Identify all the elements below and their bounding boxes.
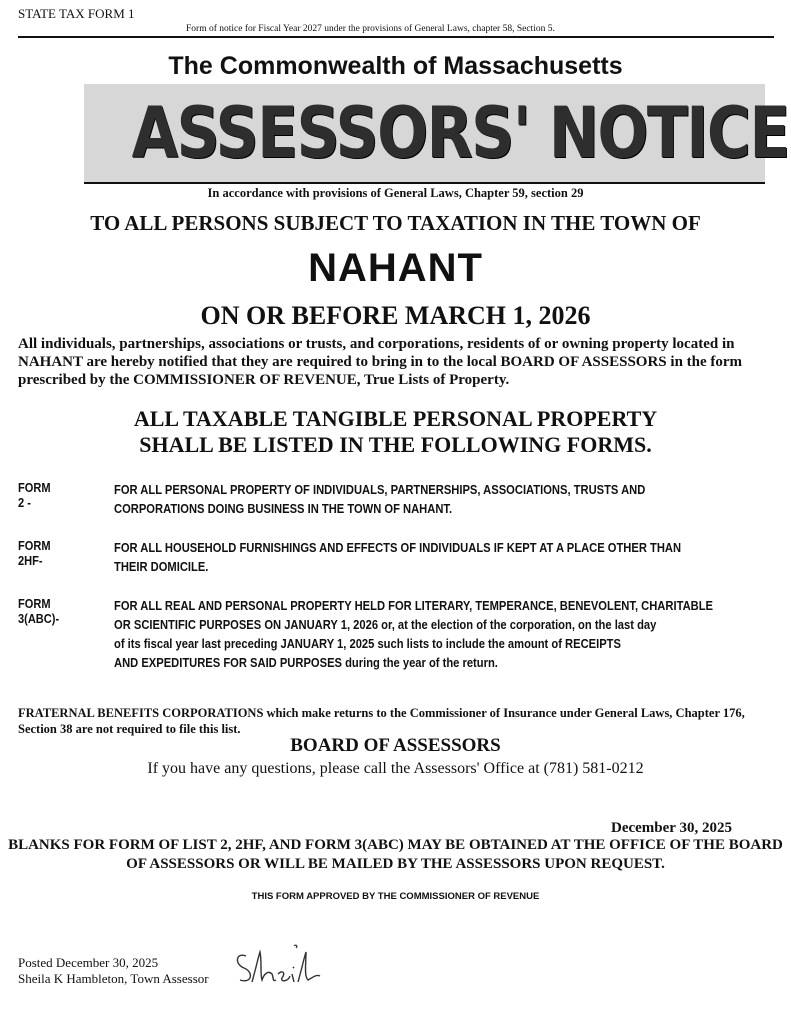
intro-paragraph: All individuals, partnerships, associations or trusts, and corporations, residents of or owning property located in NAHANT are hereby notified that they are required to bring in to the local BOARD OF ASSESSORS in the form prescribed by the COMMISSIONER OF REVENUE, True Lists of Property.	[18, 336, 743, 388]
form-description	[114, 538, 682, 576]
fiscal-year-notice: Form of notice for Fiscal Year 2027 under the provisions of General Laws, chapter 58, Section 5.	[186, 24, 555, 34]
heading-line-1: ALL TAXABLE TANGIBLE PERSONAL PROPERTY	[133, 406, 658, 431]
taxable-property-heading	[0, 406, 791, 458]
form-label: FORM 2HF-	[18, 538, 51, 568]
form-description-line: of its fiscal year last preceding JANUARY 1, 2025 such lists to include the amount of RECEIPTS	[114, 636, 621, 651]
general-laws-reference: In accordance with provisions of General Laws, Chapter 59, section 29	[207, 186, 584, 200]
state-tax-form-label: STATE TAX FORM 1	[18, 6, 135, 21]
form-description	[114, 596, 714, 672]
form-description-line: OR SCIENTIFIC PURPOSES ON JANUARY 1, 2026 or, at the election of the corporation, on the last day	[114, 617, 657, 632]
form-description-line: THEIR DOMICILE.	[114, 559, 209, 574]
approval-statement: THIS FORM APPROVED BY THE COMMISSIONER OF REVENUE	[251, 891, 540, 902]
fraternal-benefits-note: FRATERNAL BENEFITS CORPORATIONS which make returns to the Commissioner of Insurance under General Laws, Chapter 176, Section 38 are not required to file this list.	[18, 706, 745, 736]
form-description-line: FOR ALL REAL AND PERSONAL PROPERTY HELD FOR LITERARY, TEMPERANCE, BENEVOLENT, CHARITABLE	[114, 598, 714, 613]
form-label: FORM 3(ABC)-	[18, 596, 60, 626]
form-description-line: FOR ALL HOUSEHOLD FURNISHINGS AND EFFECTS OF INDIVIDUALS IF KEPT AT A PLACE OTHER THAN	[114, 540, 682, 555]
assessor-signature	[232, 938, 332, 994]
header-divider	[18, 36, 774, 38]
form-description-line: FOR ALL PERSONAL PROPERTY OF INDIVIDUALS, PARTNERSHIPS, ASSOCIATIONS, TRUSTS AND	[114, 482, 646, 497]
board-of-assessors-heading: BOARD OF ASSESSORS	[290, 735, 501, 756]
posted-date: Posted December 30, 2025	[18, 955, 159, 970]
blanks-availability: BLANKS FOR FORM OF LIST 2, 2HF, AND FORM 3(ABC) MAY BE OBTAINED AT THE OFFICE OF THE BOARD OF ASSESSORS OR WILL BE MAILED BY THE ASSESSORS UPON REQUEST.	[8, 837, 783, 872]
form-description-line: CORPORATIONS DOING BUSINESS IN THE TOWN OF NAHANT.	[114, 501, 453, 516]
deadline-heading: ON OR BEFORE MARCH 1, 2026	[200, 301, 591, 330]
assessors-notice-banner	[84, 84, 789, 184]
to-all-persons-heading: TO ALL PERSONS SUBJECT TO TAXATION IN THE TOWN OF	[90, 211, 701, 235]
form-description-line: AND EXPEDITURES FOR SAID PURPOSES during the year of the return.	[114, 655, 498, 670]
form-description	[114, 480, 646, 518]
posted-info	[18, 955, 209, 987]
notice-date: December 30, 2025	[611, 820, 732, 836]
assessor-name: Sheila K Hambleton, Town Assessor	[18, 971, 209, 986]
commonwealth-title: The Commonwealth of Massachusetts	[168, 52, 623, 80]
heading-line-2: SHALL BE LISTED IN THE FOLLOWING FORMS.	[139, 432, 652, 457]
questions-contact: If you have any questions, please call the Assessors' Office at (781) 581-0212	[147, 760, 644, 777]
banner-title: ASSESSORS' NOTICE	[131, 92, 789, 174]
form-label: FORM 2 -	[18, 480, 51, 510]
town-name: NAHANT	[308, 246, 483, 290]
